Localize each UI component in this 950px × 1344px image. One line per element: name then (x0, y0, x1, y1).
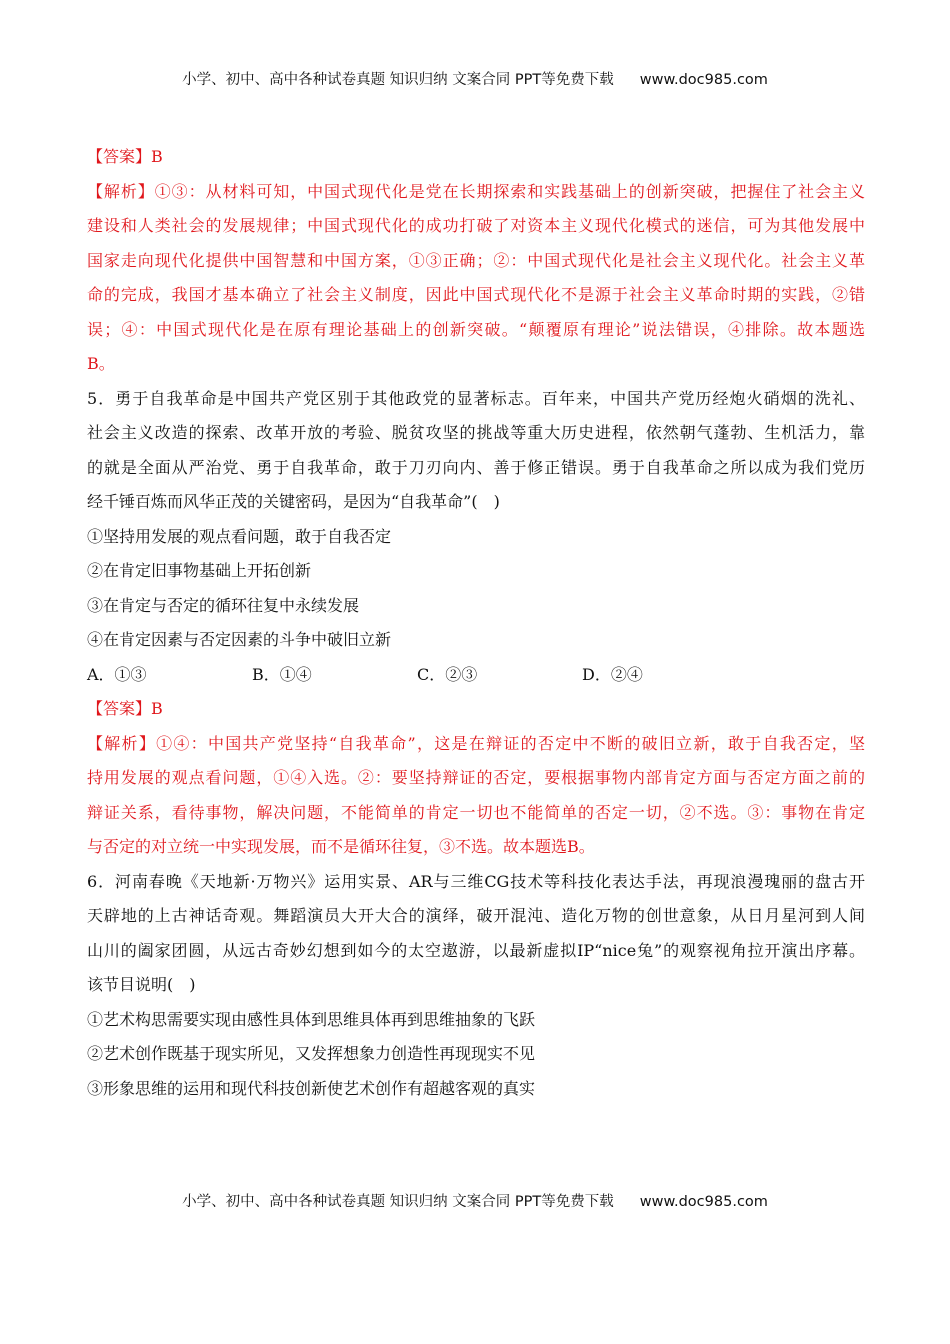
q5-statement: ①坚持用发展的观点看问题，敢于自我否定 (87, 526, 392, 546)
q5-analysis-line: 辩证关系，看待事物，解决问题，不能简单的肯定一切也不能简单的否定一切，②不选。③：事物在肯定 (87, 802, 865, 822)
q5-stem-line: 社会主义改造的探索、改革开放的考验、脱贫攻坚的挑战等重大历史进程，依然朝气蓬勃、生机活力，靠 (87, 423, 865, 442)
q5-answer: 【答案】B (87, 699, 163, 718)
q6-statement: ③形象思维的运用和现代科技创新使艺术创作有超越客观的真实 (87, 1078, 536, 1098)
q5-analysis-line: 持用发展的观点看问题，①④入选。②：要坚持辩证的否定，要根据事物内部肯定方面与否定方面之前的 (87, 768, 865, 787)
q4-answer: 【答案】B (87, 147, 163, 166)
q6-stem-line: 天辟地的上古神话奇观。舞蹈演员大开大合的演绎，破开混沌、造化万物的创世意象，从日月星河到人间 (87, 906, 865, 925)
header-url[interactable]: www.doc985.com (639, 72, 768, 88)
q4-analysis-line: 【解析】①③：从材料可知，中国式现代化是党在长期探索和实践基础上的创新突破，把握住了社会主义 (87, 181, 865, 201)
q5-analysis-line: 【解析】①④：中国共产党坚持“自我革命”，这是在辩证的否定中不断的破旧立新，敢于自我否定，坚 (87, 733, 865, 753)
header-text: 小学、初中、高中各种试卷真题 知识归纳 文案合同 PPT等免费下载 (182, 72, 614, 88)
q4-analysis-line: 建设和人类社会的发展规律；中国式现代化的成功打破了对资本主义现代化模式的迷信，可为其他发展中 (87, 216, 865, 235)
footer-text: 小学、初中、高中各种试卷真题 知识归纳 文案合同 PPT等免费下载 (182, 1194, 614, 1210)
q5-option-c: C．②③ (417, 664, 478, 684)
page-footer (0, 1190, 950, 1211)
q5-stem-line: 5．勇于自我革命是中国共产党区别于其他政党的显著标志。百年来，中国共产党历经炮火硝烟的洗礼、 (87, 388, 865, 408)
q5-stem-line: 经千锤百炼而风华正茂的关键密码，是因为“自我革命”( ) (87, 492, 500, 511)
q5-option-d: D．②④ (582, 664, 643, 684)
q4-analysis-line: B。 (87, 354, 115, 373)
page-header (0, 68, 950, 89)
q5-statement: ④在肯定因素与否定因素的斗争中破旧立新 (87, 630, 392, 649)
q6-stem-line: 山川的阖家团圆，从远古奇妙幻想到如今的太空遨游，以最新虚拟IP“nice兔”的观察视角拉开演出序幕。 (87, 940, 865, 960)
q6-stem-line: 该节目说明( ) (87, 975, 196, 994)
q5-stem-line: 的就是全面从严治党、勇于自我革命，敢于刀刃向内、善于修正错误。勇于自我革命之所以成为我们党历 (87, 457, 865, 477)
q4-analysis-line: 国家走向现代化提供中国智慧和中国方案，①③正确；②：中国式现代化是社会主义现代化。社会主义革 (87, 250, 865, 270)
q6-statement: ②艺术创作既基于现实所见，又发挥想象力创造性再现现实不见 (87, 1044, 536, 1063)
q5-option-b: B．①④ (252, 664, 312, 684)
q5-statement: ③在肯定与否定的循环往复中永续发展 (87, 595, 360, 615)
q5-analysis-line: 与否定的对立统一中实现发展，而不是循环往复，③不选。故本题选B。 (87, 837, 595, 856)
q5-option-a: A．①③ (87, 664, 147, 684)
q4-analysis-line: 命的完成，我国才基本确立了社会主义制度，因此中国式现代化不是源于社会主义革命时期的实践，②错 (87, 285, 865, 304)
q4-analysis-line: 误；④：中国式现代化是在原有理论基础上的创新突破。“颠覆原有理论”说法错误，④排除。故本题选 (87, 319, 865, 339)
q6-stem-line: 6．河南春晚《天地新·万物兴》运用实景、AR与三维CG技术等科技化表达手法，再现浪漫瑰丽的盘古开 (87, 871, 865, 891)
document-body (87, 140, 865, 1106)
q6-statement: ①艺术构思需要实现由感性具体到思维具体再到思维抽象的飞跃 (87, 1009, 536, 1029)
q5-options (87, 658, 865, 693)
footer-url[interactable]: www.doc985.com (639, 1194, 768, 1210)
q5-statement: ②在肯定旧事物基础上开拓创新 (87, 561, 312, 580)
